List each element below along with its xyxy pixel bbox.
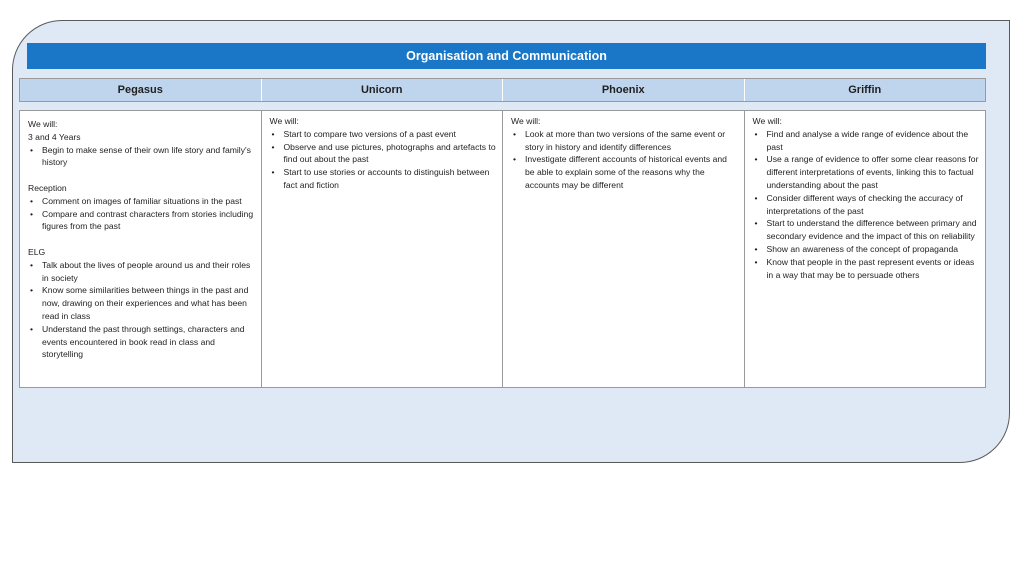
group-heading: ELG xyxy=(28,246,46,257)
bullet-list xyxy=(28,195,255,233)
list-item: • Comment on images of familiar situations in the past xyxy=(28,195,255,208)
list-item: • Investigate different accounts of historical events and be able to explain some of the reasons why the accounts may be different xyxy=(511,153,738,191)
list-item: • Start to use stories or accounts to distinguish between fact and fiction xyxy=(270,166,497,192)
bullet-list xyxy=(511,128,738,192)
column-header-row xyxy=(19,78,986,102)
list-item: • Find and analyse a wide range of evidence about the past xyxy=(753,128,980,154)
content-row xyxy=(19,110,986,388)
column-header-unicorn: Unicorn xyxy=(262,79,504,101)
intro-text: We will: xyxy=(752,116,782,126)
spacer xyxy=(28,233,255,246)
column-content-pegasus xyxy=(20,111,262,387)
list-item: • Start to compare two versions of a past event xyxy=(270,128,497,141)
column-content-griffin xyxy=(745,111,986,387)
list-item: • Begin to make sense of their own life story and family's history xyxy=(28,144,255,170)
column-header-griffin: Griffin xyxy=(848,84,882,96)
list-item: • Look at more than two versions of the same event or story in history and identify differences xyxy=(511,128,738,154)
list-item: • Talk about the lives of people around us and their roles in society xyxy=(28,259,255,285)
bullet-list xyxy=(28,259,255,361)
list-item: • Observe and use pictures, photographs and artefacts to find out about the past xyxy=(270,141,497,167)
list-item: • Know that people in the past represent events or ideas in a way that may be to persuade others xyxy=(753,256,980,282)
intro-text: We will: xyxy=(28,119,58,129)
list-item: • Start to understand the difference between primary and secondary evidence and the impact of this on reliability xyxy=(753,217,980,243)
page-title: Organisation and Communication xyxy=(27,43,986,69)
column-content-phoenix xyxy=(503,111,745,387)
bullet-list xyxy=(28,144,255,170)
column-content-unicorn xyxy=(262,111,504,387)
group-heading: 3 and 4 Years xyxy=(28,131,81,142)
list-item: • Know some similarities between things in the past and now, drawing on their experiences and what has been read in class xyxy=(28,284,255,322)
list-item: • Consider different ways of checking the accuracy of interpretations of the past xyxy=(753,192,980,218)
column-header-pegasus: Pegasus xyxy=(20,79,262,101)
list-item: • Compare and contrast characters from stories including figures from the past xyxy=(28,208,255,234)
list-item: • Use a range of evidence to offer some clear reasons for different interpretations of events, linking this to factual understanding about the past xyxy=(753,153,980,191)
intro-text: We will: xyxy=(269,116,299,126)
bullet-list xyxy=(270,128,497,192)
column-header-phoenix: Phoenix xyxy=(503,79,745,101)
group-heading: Reception xyxy=(28,182,67,193)
list-item: • Understand the past through settings, characters and events encountered in book read in class and storytelling xyxy=(28,323,255,361)
bullet-list xyxy=(753,128,980,282)
intro-text: We will: xyxy=(511,116,541,126)
list-item: • Show an awareness of the concept of propaganda xyxy=(753,243,980,256)
spacer xyxy=(28,169,255,182)
